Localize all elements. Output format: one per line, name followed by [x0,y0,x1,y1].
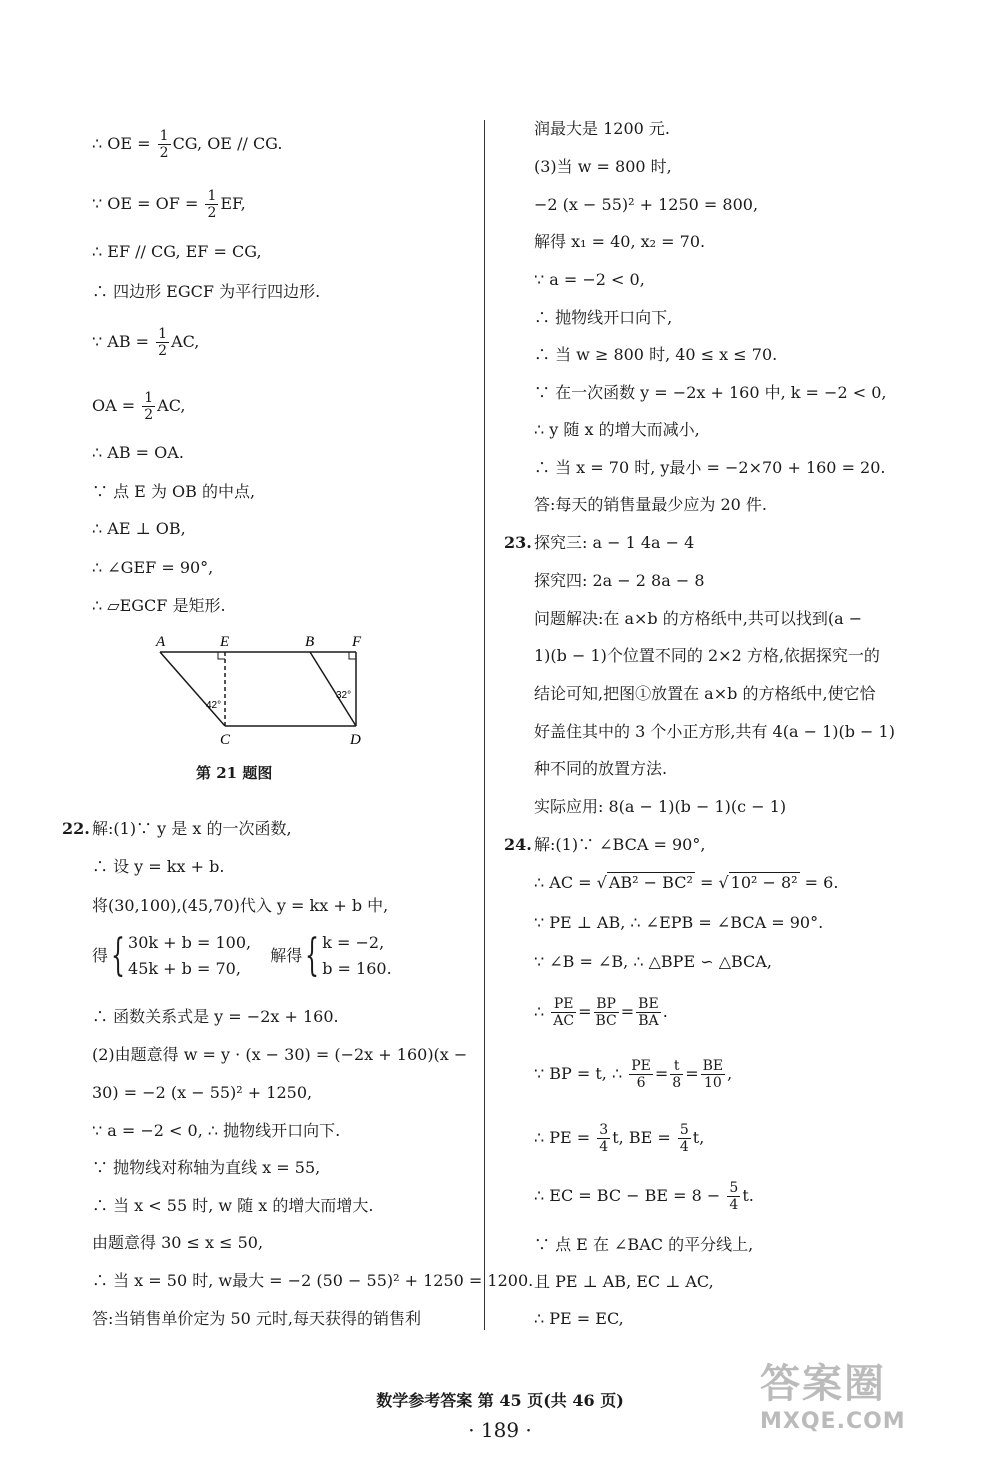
proof-line: ∵ 点 E 为 OB 的中点, [92,482,256,501]
question-number: 24. [504,835,532,854]
proof-line: ∴ $\frac{PE}{AC}$ = $\frac{BP}{BC}$ = $\frac{BE}{BA}$ . [534,996,668,1029]
equation-system: 得{ 30k + b = 100, 45k + b = 70, 解得{ k = −2, b = 160. [92,930,392,981]
proof-line: ∴ 设 y = kx + b. [92,857,225,876]
label-b: B [305,634,315,650]
footer-title: 数学参考答案 第 45 页(共 46 页) [376,1391,624,1410]
proof-line: 30) = −2 (x − 55)² + 1250, [92,1083,313,1102]
proof-line: 探究四: 2a − 2 8a − 8 [534,571,705,590]
proof-line: ∵ ∠B = ∠B, ∴ △BPE ∽ △BCA, [534,952,772,971]
proof-line: 将(30,100),(45,70)代入 y = kx + b 中, [92,896,389,915]
proof-line: 润最大是 1200 元. [534,119,670,138]
proof-line: ∴ 当 w ≥ 800 时, 40 ≤ x ≤ 70. [534,345,778,364]
proof-line: 实际应用: 8(a − 1)(b − 1)(c − 1) [534,797,787,816]
watermark-cn: 答案圈 [760,1361,886,1407]
proof-line: ∴ 当 x < 55 时, w 随 x 的增大而增大. [92,1196,374,1215]
figure-caption: 第 21 题图 [196,764,273,782]
proof-line: 由题意得 30 ≤ x ≤ 50, [92,1233,264,1252]
proof-line: 1)(b − 1)个位置不同的 2×2 方格,依据探究一的 [534,646,880,665]
proof-line: ∴ OE = $\frac{1}{2}$ CG, OE // CG. [92,128,283,161]
right-angle-e [218,652,225,659]
proof-line: 且 PE ⊥ AB, EC ⊥ AC, [534,1272,714,1291]
proof-line: ∵ 在一次函数 y = −2x + 160 中, k = −2 < 0, [534,383,887,402]
proof-line: ∴ y 随 x 的增大而减小, [534,420,700,439]
label-d: D [350,732,361,748]
proof-line: ∴ EF // CG, EF = CG, [92,242,262,261]
proof-line: ∴ AC = √ AB² − BC² = √ 10² − 8² = 6. [534,873,839,892]
proof-line: ∵ AB = $\frac{1}{2}$ AC, [92,326,200,359]
proof-line: ∵ a = −2 < 0, [534,270,645,289]
label-c: C [220,732,231,748]
proof-line: ∴ EC = BC − BE = 8 − $\frac{5}{4}$ t. [534,1180,754,1213]
proof-line: ∴ 当 x = 70 时, y最小 = −2×70 + 160 = 20. [534,458,886,477]
proof-line: ∵ 抛物线对称轴为直线 x = 55, [92,1158,321,1177]
proof-line: ∴ PE = EC, [534,1309,624,1328]
segment-ac [160,652,225,726]
proof-line: ∵ BP = t, ∴ $\frac{PE}{6}$ = $\frac{t}{8}$ = $\frac{BE}{10}$ , [534,1058,733,1091]
proof-line: 种不同的放置方法. [534,759,668,778]
proof-line: 解:(1)∵ ∠BCA = 90°, [534,835,706,854]
angle-label-c: 42° [206,700,222,711]
proof-line: ∴ AE ⊥ OB, [92,519,186,538]
proof-line: −2 (x − 55)² + 1250 = 800, [534,195,759,214]
proof-line: ∴ PE = $\frac{3}{4}$ t, BE = $\frac{5}{4}$ t, [534,1122,705,1155]
proof-line: OA = $\frac{1}{2}$ AC, [92,390,186,423]
proof-line: ∴ 抛物线开口向下, [534,308,673,327]
page-number: · 189 · [468,1418,532,1442]
column-divider [484,120,485,1330]
label-e: E [220,634,230,650]
proof-line: 解得 x₁ = 40, x₂ = 70. [534,232,706,251]
proof-line: ∴ 当 x = 50 时, w最大 = −2 (50 − 55)² + 1250 = 1200. [92,1271,534,1290]
proof-line: 结论可知,把图①放置在 a×b 的方格纸中,使它恰 [534,684,876,703]
proof-line: 解:(1)∵ y 是 x 的一次函数, [92,819,292,838]
right-angle-f [349,652,356,659]
proof-line: ∴ ▱EGCF 是矩形. [92,596,226,615]
proof-line: (2)由题意得 w = y · (x − 30) = (−2x + 160)(x − [92,1045,468,1064]
site-watermark-logo [760,1352,980,1444]
label-f: F [352,634,362,650]
proof-line: ∵ 点 E 在 ∠BAC 的平分线上, [534,1235,754,1254]
watermark-en: MXQE.COM [760,1409,906,1434]
segment-bd [310,652,356,726]
proof-line: ∴ 函数关系式是 y = −2x + 160. [92,1007,339,1026]
question-number: 22. [62,819,90,838]
proof-line: 问题解决:在 a×b 的方格纸中,共可以找到(a − [534,609,863,628]
proof-line: ∴ ∠GEF = 90°, [92,558,214,577]
label-a: A [156,634,166,650]
proof-line: ∵ PE ⊥ AB, ∴ ∠EPB = ∠BCA = 90°. [534,913,824,932]
proof-line: 答:每天的销售量最少应为 20 件. [534,495,768,514]
angle-label-d: 32° [336,690,352,701]
proof-line: 好盖住其中的 3 个小正方形,共有 4(a − 1)(b − 1) [534,722,895,741]
proof-line: (3)当 w = 800 时, [534,157,672,176]
proof-line: ∴ AB = OA. [92,443,184,462]
proof-line: ∴ 四边形 EGCF 为平行四边形. [92,282,321,301]
proof-line: 探究三: a − 1 4a − 4 [534,533,695,552]
question-number: 23. [504,533,532,552]
proof-line: 答:当销售单价定为 50 元时,每天获得的销售利 [92,1309,422,1328]
proof-line: ∵ OE = OF = $\frac{1}{2}$ EF, [92,188,246,221]
figure-21-diagram [150,628,380,752]
proof-line: ∵ a = −2 < 0, ∴ 抛物线开口向下. [92,1121,341,1140]
